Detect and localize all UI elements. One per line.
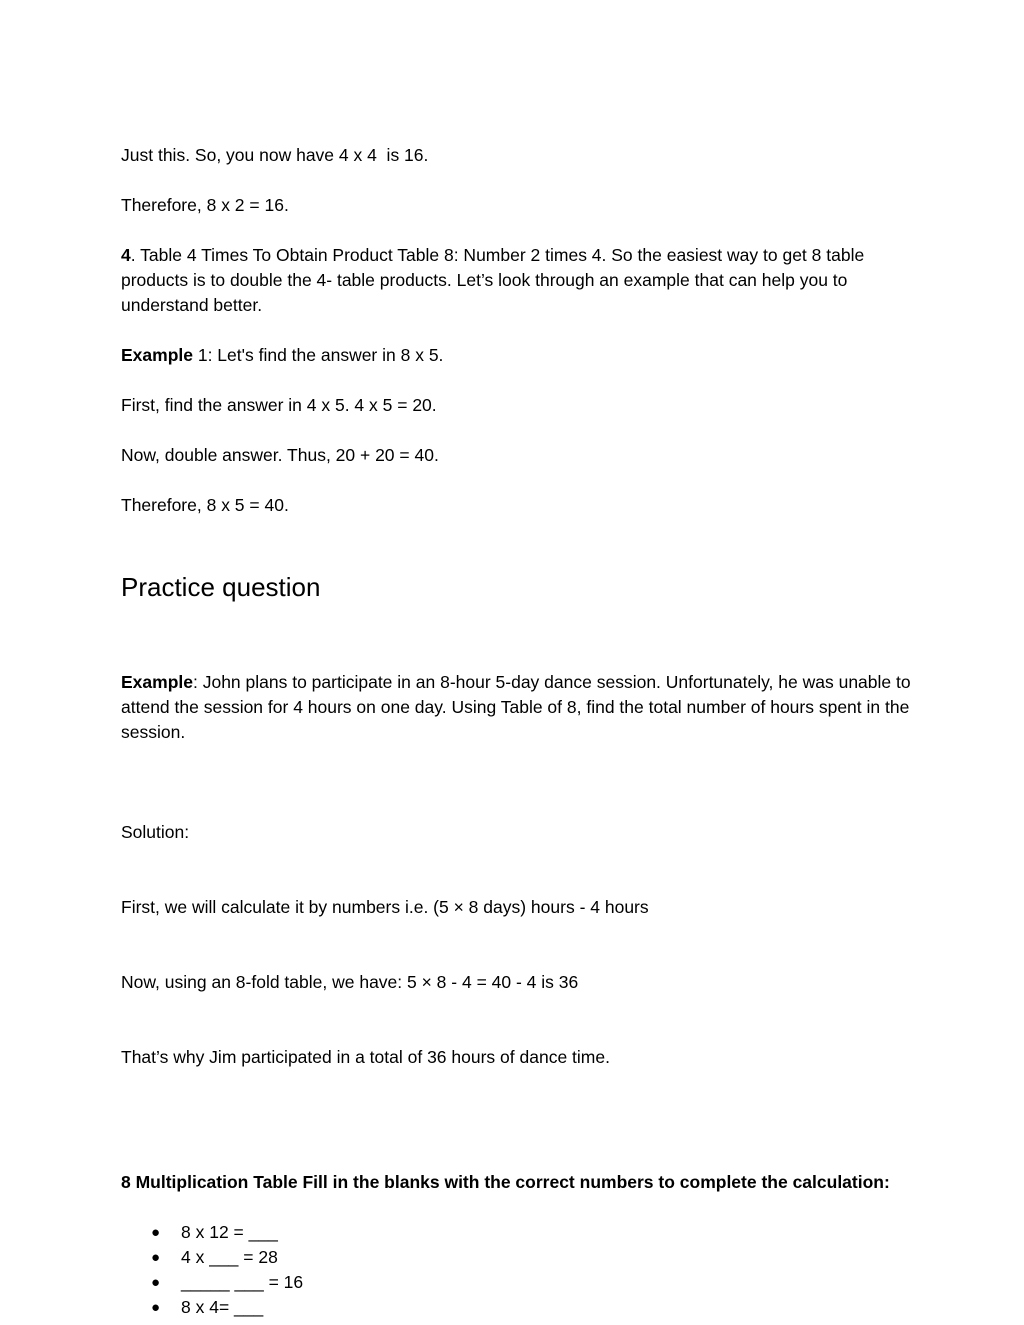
list-item: [121, 1245, 921, 1270]
bullet-icon: ●: [151, 1249, 161, 1266]
paragraph-step-1: First, find the answer in 4 x 5. 4 x 5 = 20.: [121, 395, 437, 415]
list-item-text: 8 x 4= ___: [181, 1297, 264, 1317]
paragraph-just-this: Just this. So, you now have 4 x 4 is 16.: [121, 145, 429, 165]
point-number: 4: [121, 245, 131, 265]
list-item-text: 8 x 12 = ___: [181, 1222, 278, 1242]
paragraph-step-3: Therefore, 8 x 5 = 40.: [121, 495, 289, 515]
paragraph-point-4: [121, 243, 921, 318]
solution-line-3: That’s why Jim participated in a total of 36 hours of dance time.: [121, 1047, 610, 1067]
fill-blanks-heading: 8 Multiplication Table Fill in the blanks with the correct numbers to complete the calculation:: [121, 1172, 890, 1192]
solution-block: [121, 770, 921, 1120]
practice-heading: Practice question: [121, 572, 321, 602]
example-2-label: Example: [121, 672, 193, 692]
bullet-icon: ●: [151, 1299, 161, 1316]
list-item-text: _____ ___ = 16: [181, 1272, 304, 1292]
list-item-text: 4 x ___ = 28: [181, 1247, 278, 1267]
bullet-icon: ●: [151, 1224, 161, 1241]
example-1-label: Example: [121, 345, 193, 365]
spacer: [121, 604, 921, 670]
point-4-text: . Table 4 Times To Obtain Product Table 8: Number 2 times 4. So the easiest way to get 8 table products is to double the 4- table products. Let’s look through an example that can help you to understand better.: [121, 245, 870, 315]
example-1-text: 1: Let's find the answer in 8 x 5.: [192, 345, 444, 365]
fill-blanks-list: [121, 1220, 921, 1320]
list-item: [121, 1270, 921, 1295]
solution-line-1: First, we will calculate it by numbers i.e. (5 × 8 days) hours - 4 hours: [121, 897, 649, 917]
list-item: [121, 1220, 921, 1245]
paragraph-example-1: [121, 343, 921, 368]
paragraph-step-2: Now, double answer. Thus, 20 + 20 = 40.: [121, 445, 439, 465]
document-page: [121, 143, 921, 1320]
paragraph-example-2: [121, 670, 921, 745]
example-2-text: : John plans to participate in an 8-hour 5-day dance session. Unfortunately, he was unable to attend the session for 4 hours on one day. Using Table of 8, find the total number of hours spent in the session.: [121, 672, 916, 742]
paragraph-therefore-8x2: Therefore, 8 x 2 = 16.: [121, 195, 289, 215]
solution-line-2: Now, using an 8-fold table, we have: 5 × 8 - 4 = 40 - 4 is 36: [121, 972, 579, 992]
list-item: [121, 1295, 921, 1320]
bullet-icon: ●: [151, 1274, 161, 1291]
solution-label: Solution:: [121, 822, 190, 842]
